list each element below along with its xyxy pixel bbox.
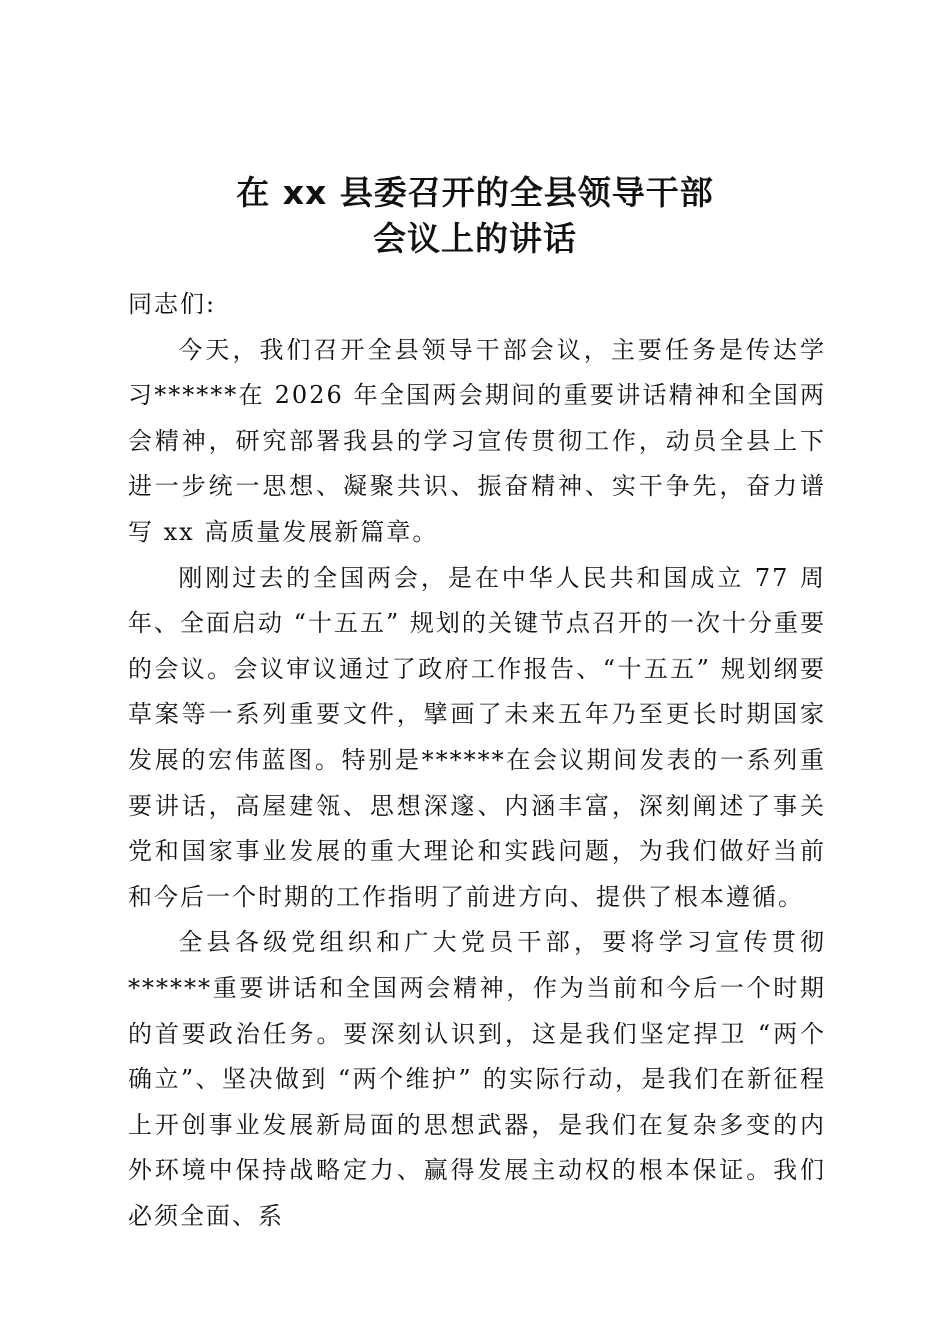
paragraph-1: 今天，我们召开全县领导干部会议，主要任务是传达学习******在 2026 年全国两会期间的重要讲话精神和全国两会精神，研究部署我县的学习宣传贯彻工作，动员全县上下进一步统一思想、凝聚共识、振奋精神、实干争先，奋力谱写 xx 高质量发展新篇章。	[128, 335, 826, 546]
document-title	[0, 170, 950, 262]
title-line-2: 会议上的讲话	[373, 219, 577, 258]
paragraph-2: 刚刚过去的全国两会，是在中华人民共和国成立 77 周年、全面启动 “十五五” 规划的关键节点召开的一次十分重要的会议。会议审议通过了政府工作报告、“十五五” 规划纲要草案等一系列重要文件，擘画了未来五年乃至更长时期国家发展的宏伟蓝图。特别是******在会议期间发表的一系列重要讲话，高屋建瓴、思想深邃、内涵丰富，深刻阐述了事关党和国家事业发展的重大理论和实践问题，为我们做好当前和今后一个时期的工作指明了前进方向、提供了根本遵循。	[128, 563, 826, 911]
document-body	[128, 282, 826, 1239]
paragraph-3: 全县各级党组织和广大党员干部，要将学习宣传贯彻******重要讲话和全国两会精神，作为当前和今后一个时期的首要政治任务。要深刻认识到，这是我们坚定捍卫 “两个确立”、坚决做到 “两个维护” 的实际行动，是我们在新征程上开创事业发展新局面的思想武器，是我们在复杂多变的内外环境中保持战略定力、赢得发展主动权的根本保证。我们必须全面、系	[128, 928, 826, 1230]
salutation: 同志们:	[128, 290, 217, 318]
title-line-1: 在 xx 县委召开的全县领导干部	[236, 173, 714, 212]
